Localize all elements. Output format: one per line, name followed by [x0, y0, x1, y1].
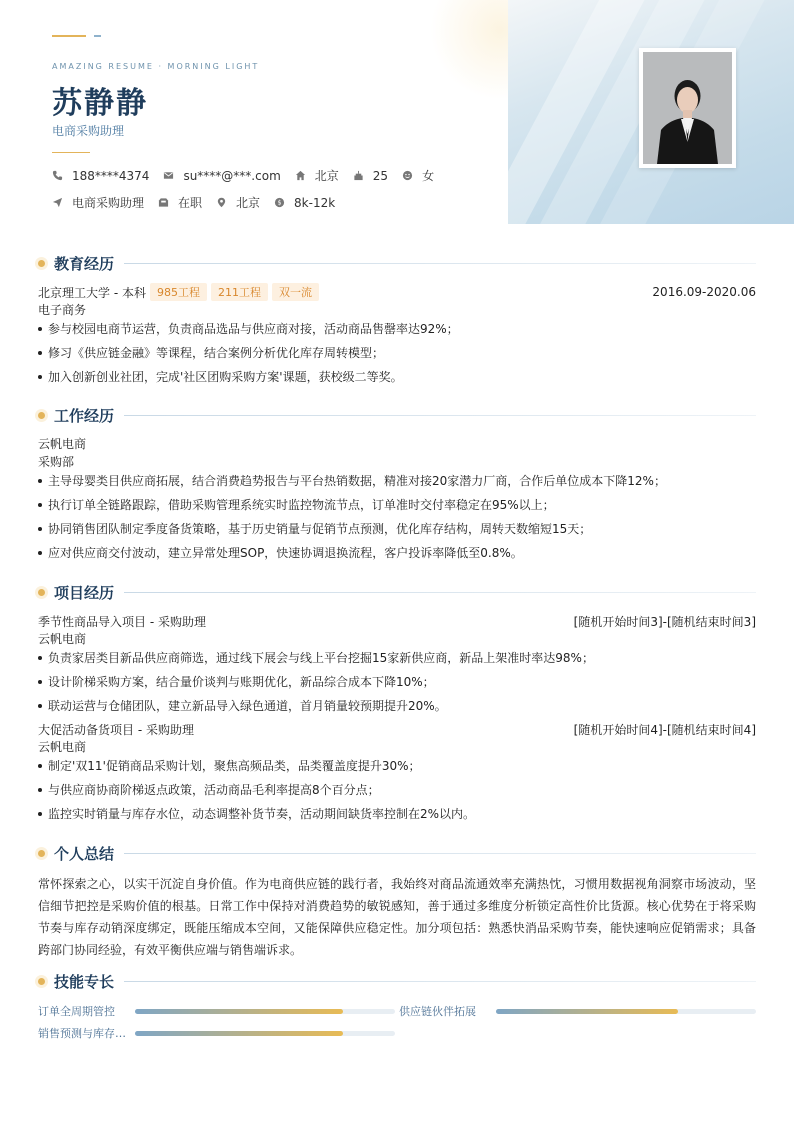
list-item: 加入创新创业社团，完成'社区团购采购方案'课题，获校级二等奖。 [38, 367, 756, 391]
education-period: 2016.09-2020.06 [652, 285, 756, 299]
education-section [38, 253, 756, 391]
skill-name: 销售预测与库存… [38, 1027, 126, 1040]
list-item: 联动运营与仓储团队，建立新品导入绿色通道，首月销量较预期提升20%。 [38, 696, 756, 720]
section-title: 个人总结 [54, 844, 115, 863]
list-item: 参与校园电商节运营，负责商品选品与供应商对接，活动商品售罄率达92%； [38, 319, 756, 343]
resume-tagline: AMAZING RESUME · MORNING LIGHT [52, 62, 260, 71]
section-title: 工作经历 [54, 406, 115, 425]
projects-section [38, 582, 756, 828]
send-icon [52, 197, 63, 208]
list-item: 设计阶梯采购方案，结合量价谈判与账期优化，新品综合成本下降10%； [38, 672, 756, 696]
location-pin-icon [216, 197, 227, 208]
summary-text: 常怀探索之心，以实干沉淀自身价值。作为电商供应链的践行者，我始终对商品流通效率充满热忱，习惯用数据视角洞察市场波动，坚信细节把控是采购价值的根基。日常工作中保持对消费趋势的敏锐感知，善于通过多维度分析锁定高性价比货源。核心优势在于将采购节奏与库存动销深度绑定，既能压缩成本空间，又能保障供应稳定性。加分项包括：熟悉快消品采购节奏，能快速响应促销需求；具备跨部门协同经验，有效平衡供应端与销售端诉求。 [38, 877, 756, 957]
project-period: [随机开始时间3]-[随机结束时间3] [573, 614, 756, 629]
section-divider [124, 592, 756, 593]
list-item: 制定'双11'促销商品采购计划，聚焦高频品类，品类覆盖度提升30%； [38, 756, 756, 780]
list-item: 修习《供应链金融》等课程，结合案例分析优化库存周转模型； [38, 343, 756, 367]
section-dot-icon [38, 978, 45, 985]
project-org: 云帆电商 [38, 740, 87, 754]
info-home: 北京 [295, 167, 339, 184]
info-gender: 女 [402, 167, 434, 184]
education-bullets [38, 319, 756, 391]
company-name: 云帆电商 [38, 437, 87, 451]
candidate-name: 苏静静 [52, 86, 148, 121]
candidate-title: 电商采购助理 [52, 124, 125, 138]
resume-header [0, 0, 794, 224]
project-entry [38, 720, 756, 738]
skill-item [38, 1001, 395, 1021]
project-name: 大促活动备货项目 - 采购助理 [38, 722, 194, 737]
education-entry [38, 283, 756, 301]
info-status: 在职 [158, 194, 202, 211]
section-header [38, 582, 756, 602]
section-header [38, 405, 756, 425]
skill-bar [496, 1009, 756, 1014]
skill-bar-fill [496, 1009, 678, 1014]
school-name: 北京理工大学 - 本科 [38, 285, 146, 300]
section-title: 教育经历 [54, 254, 115, 273]
list-item: 监控实时销量与库存水位，动态调整补货节奏，活动期间缺货率控制在2%以内。 [38, 804, 756, 828]
gender-icon [402, 170, 413, 181]
home-icon [295, 170, 306, 181]
list-item: 与供应商协商阶梯返点政策，活动商品毛利率提高8个百分点； [38, 780, 756, 804]
skill-bar [135, 1009, 395, 1014]
salary-icon [274, 197, 285, 208]
phone-icon [52, 170, 63, 181]
section-title: 项目经历 [54, 583, 115, 602]
job-intent-row [52, 194, 349, 211]
list-item: 协同销售团队制定季度备货策略，基于历史销量与促销节点预测，优化库存结构，周转天数缩短15天； [38, 519, 756, 543]
skill-name: 供应链伙伴拓展 [399, 1005, 476, 1018]
section-dot-icon [38, 412, 45, 419]
work-section [38, 405, 756, 567]
contact-info-row [52, 167, 448, 184]
summary-section [38, 843, 756, 961]
info-salary: $ 8k-12k [274, 196, 335, 210]
profile-photo [643, 52, 732, 164]
mail-icon [163, 170, 174, 181]
section-dot-icon [38, 850, 45, 857]
skills-grid [38, 1001, 756, 1043]
section-header [38, 843, 756, 863]
cake-icon [353, 170, 364, 181]
section-header [38, 971, 756, 991]
section-title: 技能专长 [54, 972, 115, 991]
skill-bar-fill [135, 1031, 343, 1036]
section-divider [124, 415, 756, 416]
title-underline [52, 152, 90, 153]
department: 采购部 [38, 455, 75, 469]
list-item: 执行订单全链路跟踪，借助采购管理系统实时监控物流节点，订单准时交付率稳定在95%以上； [38, 495, 756, 519]
section-divider [124, 981, 756, 982]
list-item: 主导母婴类目供应商拓展，结合消费趋势报告与平台热销数据，精准对接20家潜力厂商，合作后单位成本下降12%； [38, 471, 756, 495]
profile-photo-frame [639, 48, 736, 168]
project-bullets [38, 648, 756, 720]
skill-name: 订单全周期管控 [38, 1005, 115, 1018]
school-tag: 211工程 [211, 283, 268, 301]
section-dot-icon [38, 589, 45, 596]
school-tag: 985工程 [150, 283, 207, 301]
school-tag: 双一流 [272, 283, 319, 301]
project-period: [随机开始时间4]-[随机结束时间4] [573, 722, 756, 737]
svg-text:$: $ [277, 198, 282, 207]
info-location: 北京 [216, 194, 260, 211]
skill-bar [135, 1031, 395, 1036]
skills-section [38, 971, 756, 1043]
list-item: 应对供应商交付波动，建立异常处理SOP，快速协调退换流程，客户投诉率降低至0.8%。 [38, 543, 756, 567]
info-email: su****@***.com [163, 169, 280, 183]
list-item: 负责家居类目新品供应商筛选，通过线下展会与线上平台挖掘15家新供应商，新品上架准时率达98%； [38, 648, 756, 672]
section-divider [124, 853, 756, 854]
info-phone: 188****4374 [52, 169, 149, 183]
project-org: 云帆电商 [38, 632, 87, 646]
info-intent: 电商采购助理 [52, 194, 144, 211]
project-name: 季节性商品导入项目 - 采购助理 [38, 614, 206, 629]
skill-bar-fill [135, 1009, 343, 1014]
info-age: 25 [353, 169, 388, 183]
project-bullets [38, 756, 756, 828]
work-bullets [38, 471, 756, 567]
section-divider [124, 263, 756, 264]
section-header [38, 253, 756, 273]
skill-item [399, 1001, 756, 1021]
project-entry [38, 612, 756, 630]
inbox-icon [158, 197, 169, 208]
section-dot-icon [38, 260, 45, 267]
major: 电子商务 [38, 303, 87, 317]
skill-item [38, 1023, 395, 1043]
